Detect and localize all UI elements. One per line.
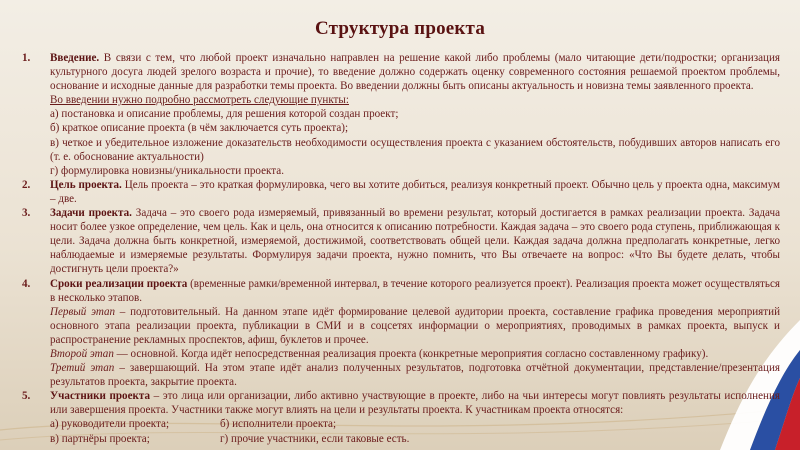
item-heading: Задачи проекта. bbox=[50, 207, 132, 220]
participant-d: г) прочие участники, если таковые есть. bbox=[220, 432, 410, 445]
item-number: 2. bbox=[22, 178, 31, 191]
participants-row-1 bbox=[50, 417, 780, 431]
item-heading: Сроки реализации проекта bbox=[50, 277, 188, 290]
item-text: – это лица или организации, либо активно участвующие в проекте, либо на чьи интересы могут повлиять результаты исполнения или завершения проекта. Участники также могут влиять на цели и результаты проекта. К участникам проекта относятся: bbox=[50, 390, 780, 417]
stage-2 bbox=[50, 347, 780, 361]
stage-label: Третий этап bbox=[50, 362, 115, 375]
page-title: Структура проекта bbox=[314, 18, 486, 39]
participant-c: в) партнёры проекта; bbox=[50, 432, 150, 445]
point-d: г) формулировка новизны/уникальности проекта. bbox=[50, 164, 284, 177]
stage-text: – завершающий. На этом этапе идёт анализ полученных результатов, подготовка отчётной документации, представление/презентация результатов проекта, закрытие проекта. bbox=[50, 362, 780, 389]
stage-text: — основной. Когда идёт непосредственная реализация проекта (конкретные мероприятия согласно составленному графику). bbox=[113, 347, 709, 360]
list-item-introduction bbox=[22, 51, 780, 178]
participants-row-2 bbox=[50, 432, 780, 446]
item-heading: Участники проекта bbox=[50, 390, 151, 403]
content-list bbox=[22, 51, 780, 446]
sub-heading: Во введении нужно подробно рассмотреть следующие пункты: bbox=[50, 94, 349, 107]
stage-label: Первый этап bbox=[50, 305, 116, 318]
list-item-timeline bbox=[22, 277, 780, 390]
item-text: Цель проекта – это краткая формулировка, чего вы хотите добиться, реализуя конкретный проект. Обычно цель у проекта одна, максимум – две. bbox=[50, 178, 781, 205]
item-heading: Цель проекта. bbox=[50, 178, 122, 191]
list-item-tasks bbox=[22, 206, 780, 276]
list-item-goal bbox=[22, 178, 780, 206]
item-text: (временные рамки/временной интервал, в течение которого реализуется проект). Реализация проекта может осуществляться в несколько этапов. bbox=[50, 277, 780, 304]
list-item-participants bbox=[22, 389, 780, 445]
point-a: а) постановка и описание проблемы, для решения которой создан проект; bbox=[50, 108, 399, 121]
point-c: в) четкое и убедительное изложение доказательств необходимости осуществления проекта с указанием обстоятельств, побудивших авторов написать его (т. е. обоснование актуальности) bbox=[50, 136, 780, 163]
item-heading: Введение. bbox=[50, 52, 100, 64]
point-b: б) краткое описание проекта (в чём заключается суть проекта); bbox=[50, 122, 349, 135]
stage-3 bbox=[50, 361, 780, 389]
item-text: Задача – это своего рода измеряемый, привязанный во времени результат, который достигается в рамках реализации проекта. Задача носит более узкое определение, чем цель. Как и цель, она относится к описанию потребности. Каждая задача – это своего рода ступень, приближающая к цели. Задача должна быть конкретной, измеряемой, достижимой, соответствовать общей цели. Каждая задача должна предполагать конкретные, легко наблюдаемые и измеряемые результаты. Формулируя задачи проекта, нужно помнить, что Вы отвечаете на вопрос: «Что Вы будете делать, чтобы достигнуть цели проекта?» bbox=[50, 207, 780, 276]
item-number: 5. bbox=[22, 390, 31, 403]
stage-text: – подготовительный. На данном этапе идёт формирование целевой аудитории проекта, составление графика проведения мероприятий основного этапа реализации проекта, публикации в СМИ и в соцсетях информации о мероприятиях, проводимых в рамках проекта, выпуск и распространение рекламных проспектов, афиш, буклетов и прочее. bbox=[50, 305, 781, 346]
stage-1 bbox=[50, 305, 780, 347]
item-number: 4. bbox=[22, 277, 31, 290]
item-number: 3. bbox=[22, 207, 31, 220]
item-number: 1. bbox=[22, 52, 31, 64]
participant-a: а) руководители проекта; bbox=[50, 418, 170, 431]
stage-label: Второй этап bbox=[50, 347, 114, 360]
participant-b: б) исполнители проекта; bbox=[220, 418, 337, 431]
item-text: В связи с тем, что любой проект изначально направлен на решение какой либо проблемы (мало читающие дети/подростки; организация культурного досуга людей зрелого возраста и прочие), то введение должно содержать оценку современного состояния решаемой проектом проблемы, основание и исходные данные для разработки темы проекта. Во введении должны быть описаны актуальность и новизна темы заявленного проекта. bbox=[50, 52, 780, 93]
